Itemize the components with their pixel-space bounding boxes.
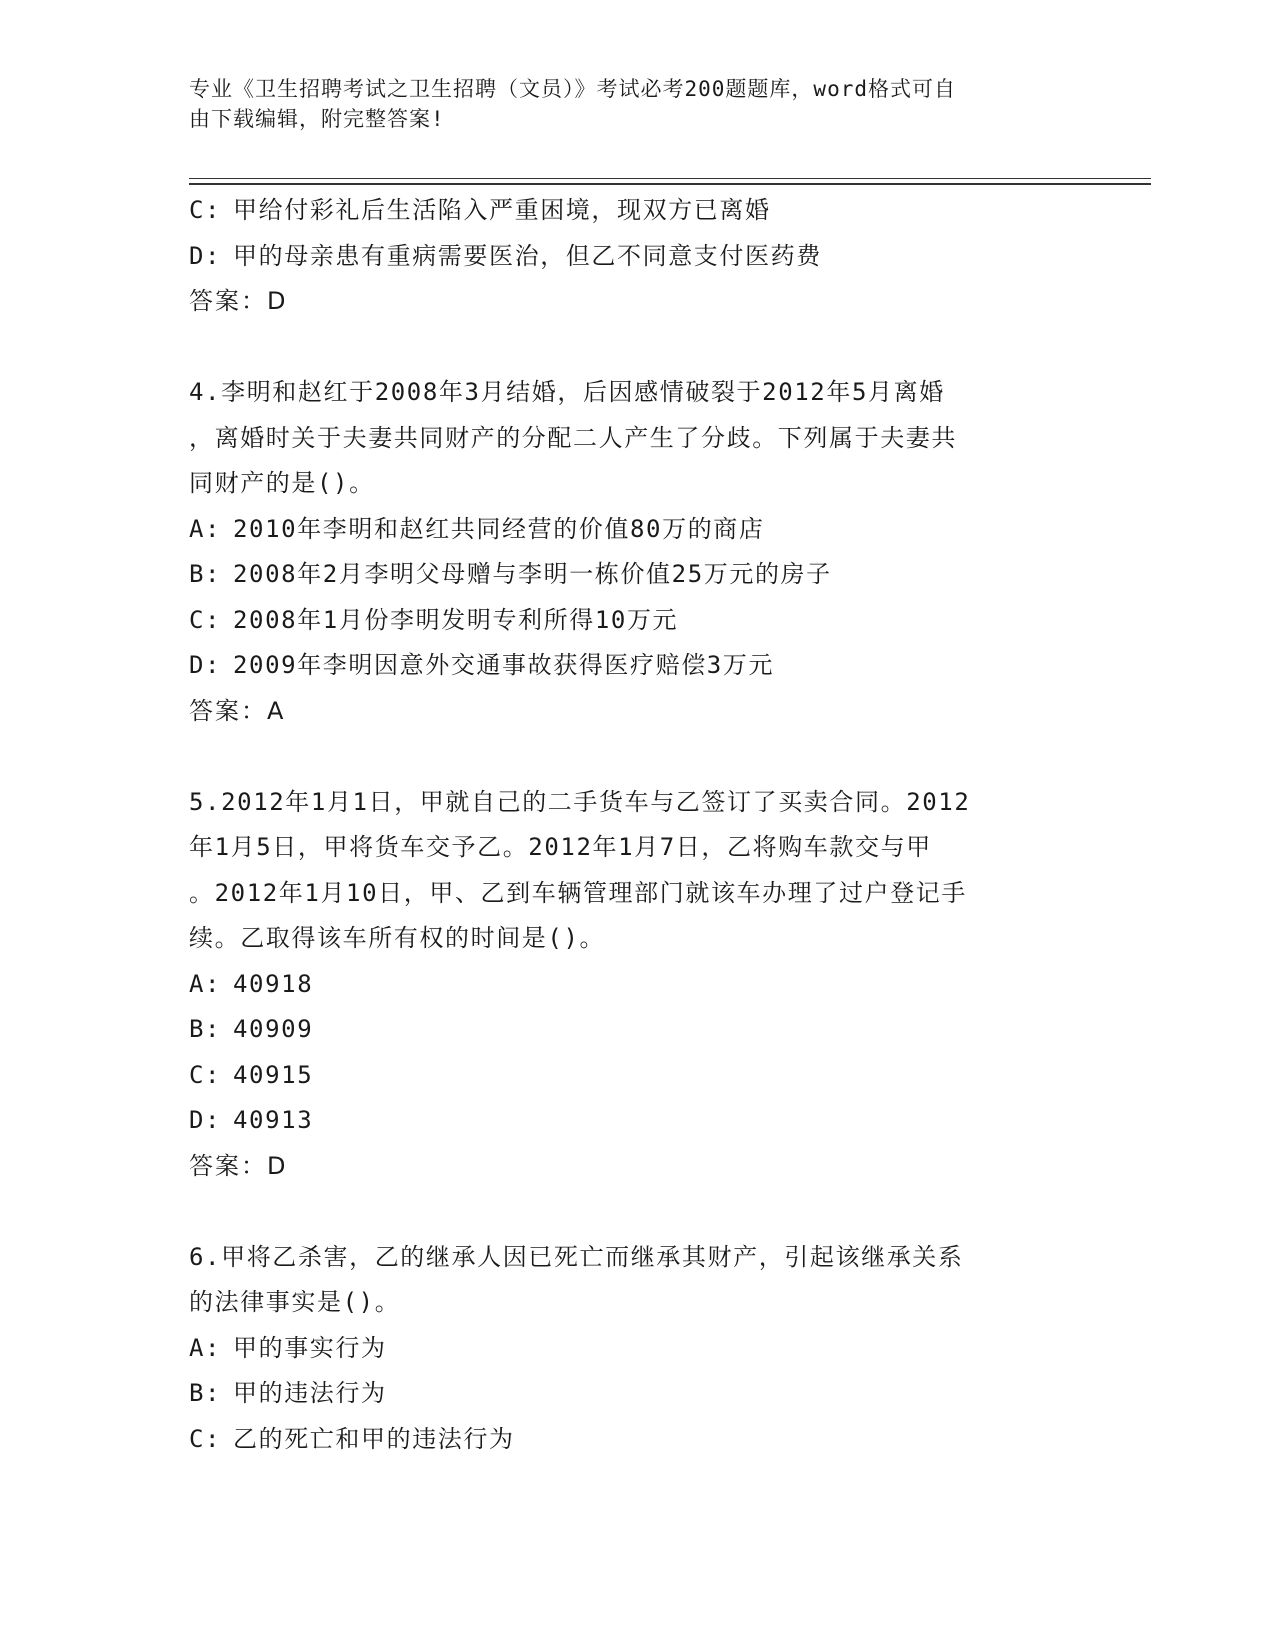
question-stem-line: 4.李明和赵红于2008年3月结婚，后因感情破裂于2012年5月离婚 (189, 378, 945, 406)
option-c: C: 40915 (189, 1060, 314, 1089)
question-6 (189, 1235, 1089, 1463)
answer-line: 答案：D (189, 287, 288, 315)
question-stem-line: 同财产的是()。 (189, 469, 375, 497)
question-stem-line: 年1月5日，甲将货车交予乙。2012年1月7日，乙将购车款交与甲 (189, 833, 932, 861)
option-d: D: 40913 (189, 1106, 314, 1134)
question-stem-line: ，离婚时关于夫妻共同财产的分配二人产生了分歧。下列属于夫妻共 (189, 423, 957, 452)
question-content (189, 188, 1089, 1462)
option-a: A: 甲的事实行为 (189, 1333, 387, 1362)
option-c: C: 2008年1月份李明发明专利所得10万元 (189, 605, 679, 634)
option-b: B: 2008年2月李明父母赠与李明一栋价值25万元的房子 (189, 560, 832, 588)
answer-line: 答案：A (189, 696, 286, 725)
header-line-1: 专业《卫生招聘考试之卫生招聘（文员）》考试必考200题题库，word格式可自 (189, 77, 956, 101)
question-stem-line: 5.2012年1月1日，甲就自己的二手货车与乙签订了买卖合同。2012 (189, 787, 971, 816)
question-stem-line: 。2012年1月10日，甲、乙到车辆管理部门就该车办理了过户登记手 (189, 878, 967, 907)
option-b: B: 40909 (189, 1015, 314, 1043)
option-d: D: 甲的母亲患有重病需要医治，但乙不同意支付医药费 (189, 241, 822, 270)
answer-line: 答案：D (189, 1151, 288, 1180)
header-line-2: 由下载编辑，附完整答案! (189, 107, 445, 131)
question-3-tail (189, 188, 1089, 325)
header-rule-thin (189, 178, 1151, 179)
question-4 (189, 370, 1089, 734)
option-d: D: 2009年李明因意外交通事故获得医疗赔偿3万元 (189, 651, 775, 679)
document-header (189, 74, 1069, 134)
option-c: C: 甲给付彩礼后生活陷入严重困境，现双方已离婚 (189, 196, 771, 224)
question-stem-line: 6.甲将乙杀害，乙的继承人因已死亡而继承其财产，引起该继承关系 (189, 1242, 964, 1271)
header-rule-thick (189, 183, 1151, 185)
question-stem-line: 的法律事实是()。 (189, 1288, 401, 1316)
question-stem-line: 续。乙取得该车所有权的时间是()。 (189, 924, 606, 952)
option-a: A: 40918 (189, 969, 314, 998)
option-b: B: 甲的违法行为 (189, 1379, 387, 1407)
option-c: C: 乙的死亡和甲的违法行为 (189, 1424, 515, 1453)
option-a: A: 2010年李明和赵红共同经营的价值80万的商店 (189, 514, 765, 543)
question-5 (189, 780, 1089, 1190)
